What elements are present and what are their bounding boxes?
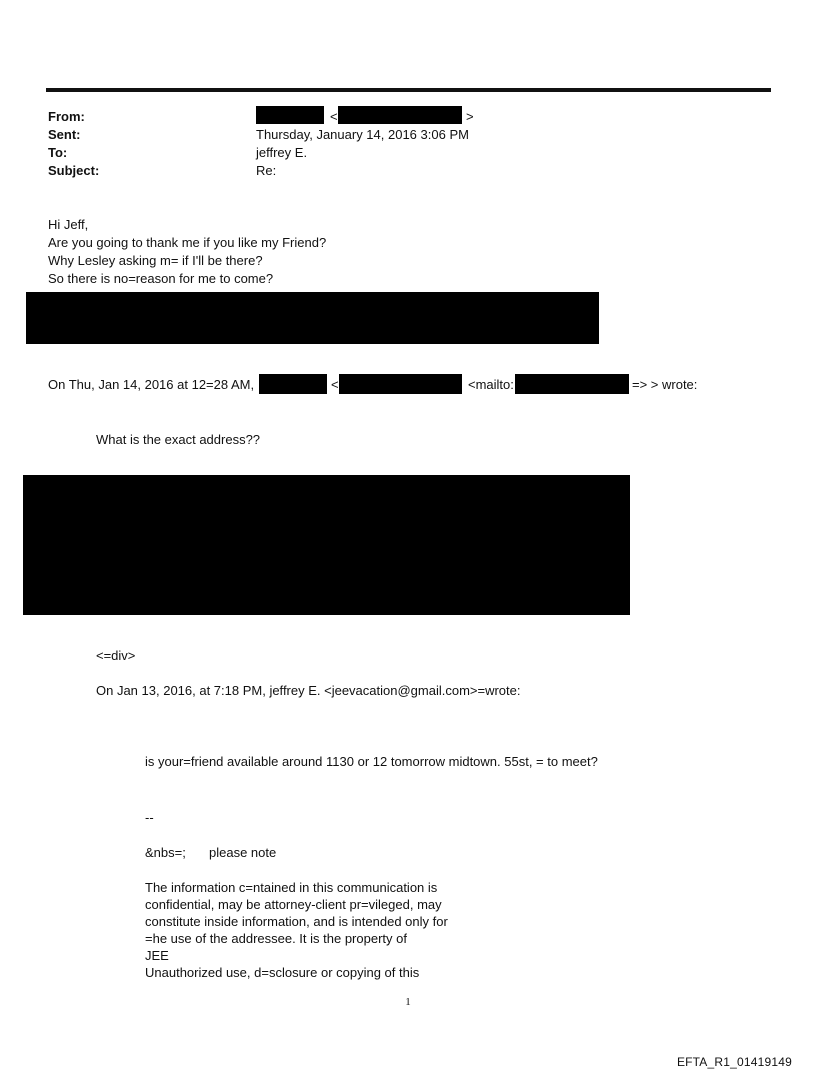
body-line: Why Lesley asking m= if I'll be there? bbox=[48, 253, 263, 268]
disclaimer-line: confidential, may be attorney-client pr=vileged, may bbox=[145, 897, 442, 912]
disclaimer-line: JEE bbox=[145, 948, 169, 963]
disclaimer-line: =he use of the addressee. It is the property of bbox=[145, 931, 407, 946]
page-number: 1 bbox=[405, 996, 411, 1008]
from-gt: > bbox=[466, 109, 474, 124]
sent-label: Sent: bbox=[48, 127, 81, 142]
header-rule bbox=[46, 88, 771, 92]
div-tag-text: <=div> bbox=[96, 648, 136, 663]
quote2-attribution: On Jan 13, 2016, at 7:18 PM, jeffrey E. <jeevacation@gmail.com>=wrote: bbox=[96, 683, 521, 698]
subject-label: Subject: bbox=[48, 163, 100, 178]
nbsp-text: &nbs=; bbox=[145, 845, 186, 860]
redaction-quote1-email bbox=[339, 374, 462, 394]
body-line: Are you going to thank me if you like my Friend? bbox=[48, 235, 327, 250]
body-line: So there is no=reason for me to come? bbox=[48, 271, 274, 286]
sent-value: Thursday, January 14, 2016 3:06 PM bbox=[256, 127, 469, 142]
disclaimer-line: constitute inside information, and is intended only for bbox=[145, 914, 448, 929]
document-id: EFTA_R1_01419149 bbox=[676, 1055, 792, 1069]
to-label: To: bbox=[48, 145, 68, 160]
disclaimer-line: Unauthorized use, d=sclosure or copying of this bbox=[145, 965, 420, 980]
redaction-block-2 bbox=[23, 475, 630, 615]
to-value: jeffrey E. bbox=[256, 145, 308, 160]
disclaimer-line: The information c=ntained in this communication is bbox=[145, 880, 438, 895]
redaction-quote1-name bbox=[259, 374, 327, 394]
redaction-block-1 bbox=[26, 292, 599, 344]
quote1-mailto: <mailto: bbox=[468, 377, 514, 392]
from-lt: < bbox=[330, 109, 338, 124]
quote1-lt: < bbox=[331, 377, 339, 392]
signature-dash: -- bbox=[145, 810, 154, 825]
redaction-from-email bbox=[338, 106, 462, 124]
quote1-prefix: On Thu, Jan 14, 2016 at 12=28 AM, bbox=[48, 377, 255, 392]
body-line: Hi Jeff, bbox=[48, 217, 89, 232]
redaction-quote1-mailto bbox=[515, 374, 629, 394]
quote2-message: is your=friend available around 1130 or 12 tomorrow midtown. 55st, = to meet? bbox=[145, 754, 598, 769]
from-label: From: bbox=[48, 109, 85, 124]
quote1-suffix: => > wrote: bbox=[632, 377, 698, 392]
subject-value: Re: bbox=[256, 163, 277, 178]
quote1-text: What is the exact address?? bbox=[96, 432, 261, 447]
please-note: please note bbox=[209, 845, 277, 860]
redaction-from-name bbox=[256, 106, 324, 124]
